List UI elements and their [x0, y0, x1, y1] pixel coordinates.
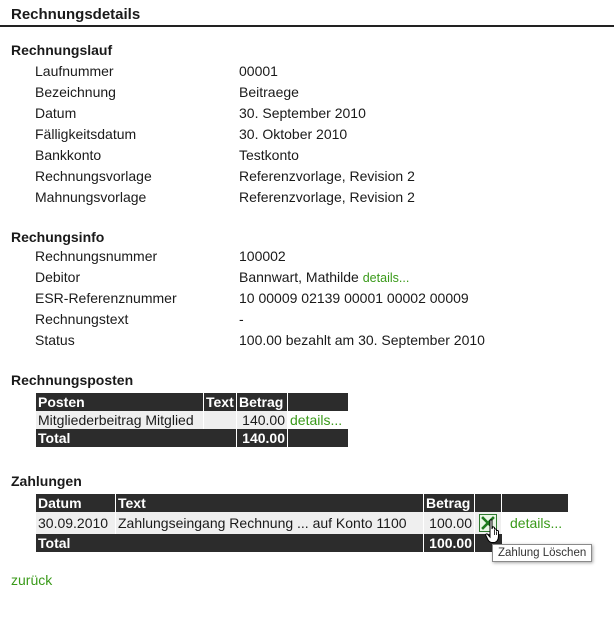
info-value: Beitraege [239, 84, 299, 100]
column-header-posten: Posten [36, 393, 204, 411]
column-header-text: Text [204, 393, 237, 411]
info-value: Referenzvorlage, Revision 2 [239, 189, 415, 205]
total-label: Total [36, 429, 237, 447]
page-title: Rechnungsdetails [11, 6, 141, 23]
info-value [239, 267, 409, 289]
info-label: Rechnungsvorlage [35, 168, 152, 184]
back-link[interactable]: zurück [11, 572, 53, 588]
debitor-details-link[interactable]: details... [362, 271, 410, 285]
cell-text: Zahlungseingang Rechnung ... auf Konto 1100 [116, 512, 424, 534]
info-value: 100002 [239, 248, 286, 264]
rechnungsposten-table [36, 393, 348, 447]
info-label: Fälligkeitsdatum [35, 126, 137, 142]
column-header-actions [288, 393, 349, 411]
column-header-betrag: Betrag [237, 393, 288, 411]
info-label: Debitor [35, 269, 81, 285]
column-header-actions [502, 494, 569, 512]
page-header [0, 0, 614, 27]
info-value: 00001 [239, 63, 278, 79]
info-label: Rechnungstext [35, 311, 129, 327]
cell-text [204, 411, 237, 429]
column-header-betrag: Betrag [424, 494, 475, 512]
info-label: Datum [35, 105, 77, 121]
table-header-row [36, 393, 348, 411]
info-value: Testkonto [239, 147, 299, 163]
table-row [36, 411, 348, 429]
hand-pointer-icon [485, 519, 503, 545]
section-heading-rechnungslauf: Rechnungslauf [11, 42, 113, 58]
total-label: Total [36, 534, 424, 552]
info-value: 100.00 bezahlt am 30. September 2010 [239, 332, 485, 348]
column-header-text: Text [116, 494, 424, 512]
section-heading-rechnungsinfo: Rechungsinfo [11, 229, 105, 245]
info-value: Referenzvorlage, Revision 2 [239, 168, 415, 184]
column-header-datum: Datum [36, 494, 116, 512]
info-label: Mahnungsvorlage [35, 189, 147, 205]
cell-datum: 30.09.2010 [36, 512, 116, 534]
cell-betrag: 140.00 [237, 411, 288, 429]
total-spacer [288, 429, 349, 447]
info-value: 10 00009 02139 00001 00002 00009 [239, 290, 469, 306]
total-value: 140.00 [237, 429, 288, 447]
info-label: Bezeichnung [35, 84, 116, 100]
info-label: Bankkonto [35, 147, 102, 163]
zahlung-details-link[interactable]: details... [510, 515, 563, 531]
info-label: Rechnungsnummer [35, 248, 158, 264]
cell-actions [502, 512, 569, 534]
table-header-row [36, 494, 568, 512]
total-value: 100.00 [424, 534, 475, 552]
info-label: Laufnummer [35, 63, 114, 79]
section-heading-zahlungen: Zahlungen [11, 473, 82, 489]
column-header-delete [475, 494, 502, 512]
info-label: ESR-Referenznummer [35, 290, 177, 306]
info-value: 30. September 2010 [239, 105, 366, 121]
delete-tooltip: Zahlung Löschen [492, 544, 592, 562]
info-value: - [239, 311, 244, 327]
cell-posten: Mitgliederbeitrag Mitglied [36, 411, 204, 429]
cell-actions [288, 411, 349, 429]
cell-betrag: 100.00 [424, 512, 475, 534]
section-heading-rechnungsposten: Rechnungsposten [11, 372, 134, 388]
info-value: 30. Oktober 2010 [239, 126, 348, 142]
posten-details-link[interactable]: details... [290, 412, 343, 428]
info-label: Status [35, 332, 75, 348]
table-total-row [36, 429, 348, 447]
debitor-name: Bannwart, Mathilde [239, 269, 359, 285]
